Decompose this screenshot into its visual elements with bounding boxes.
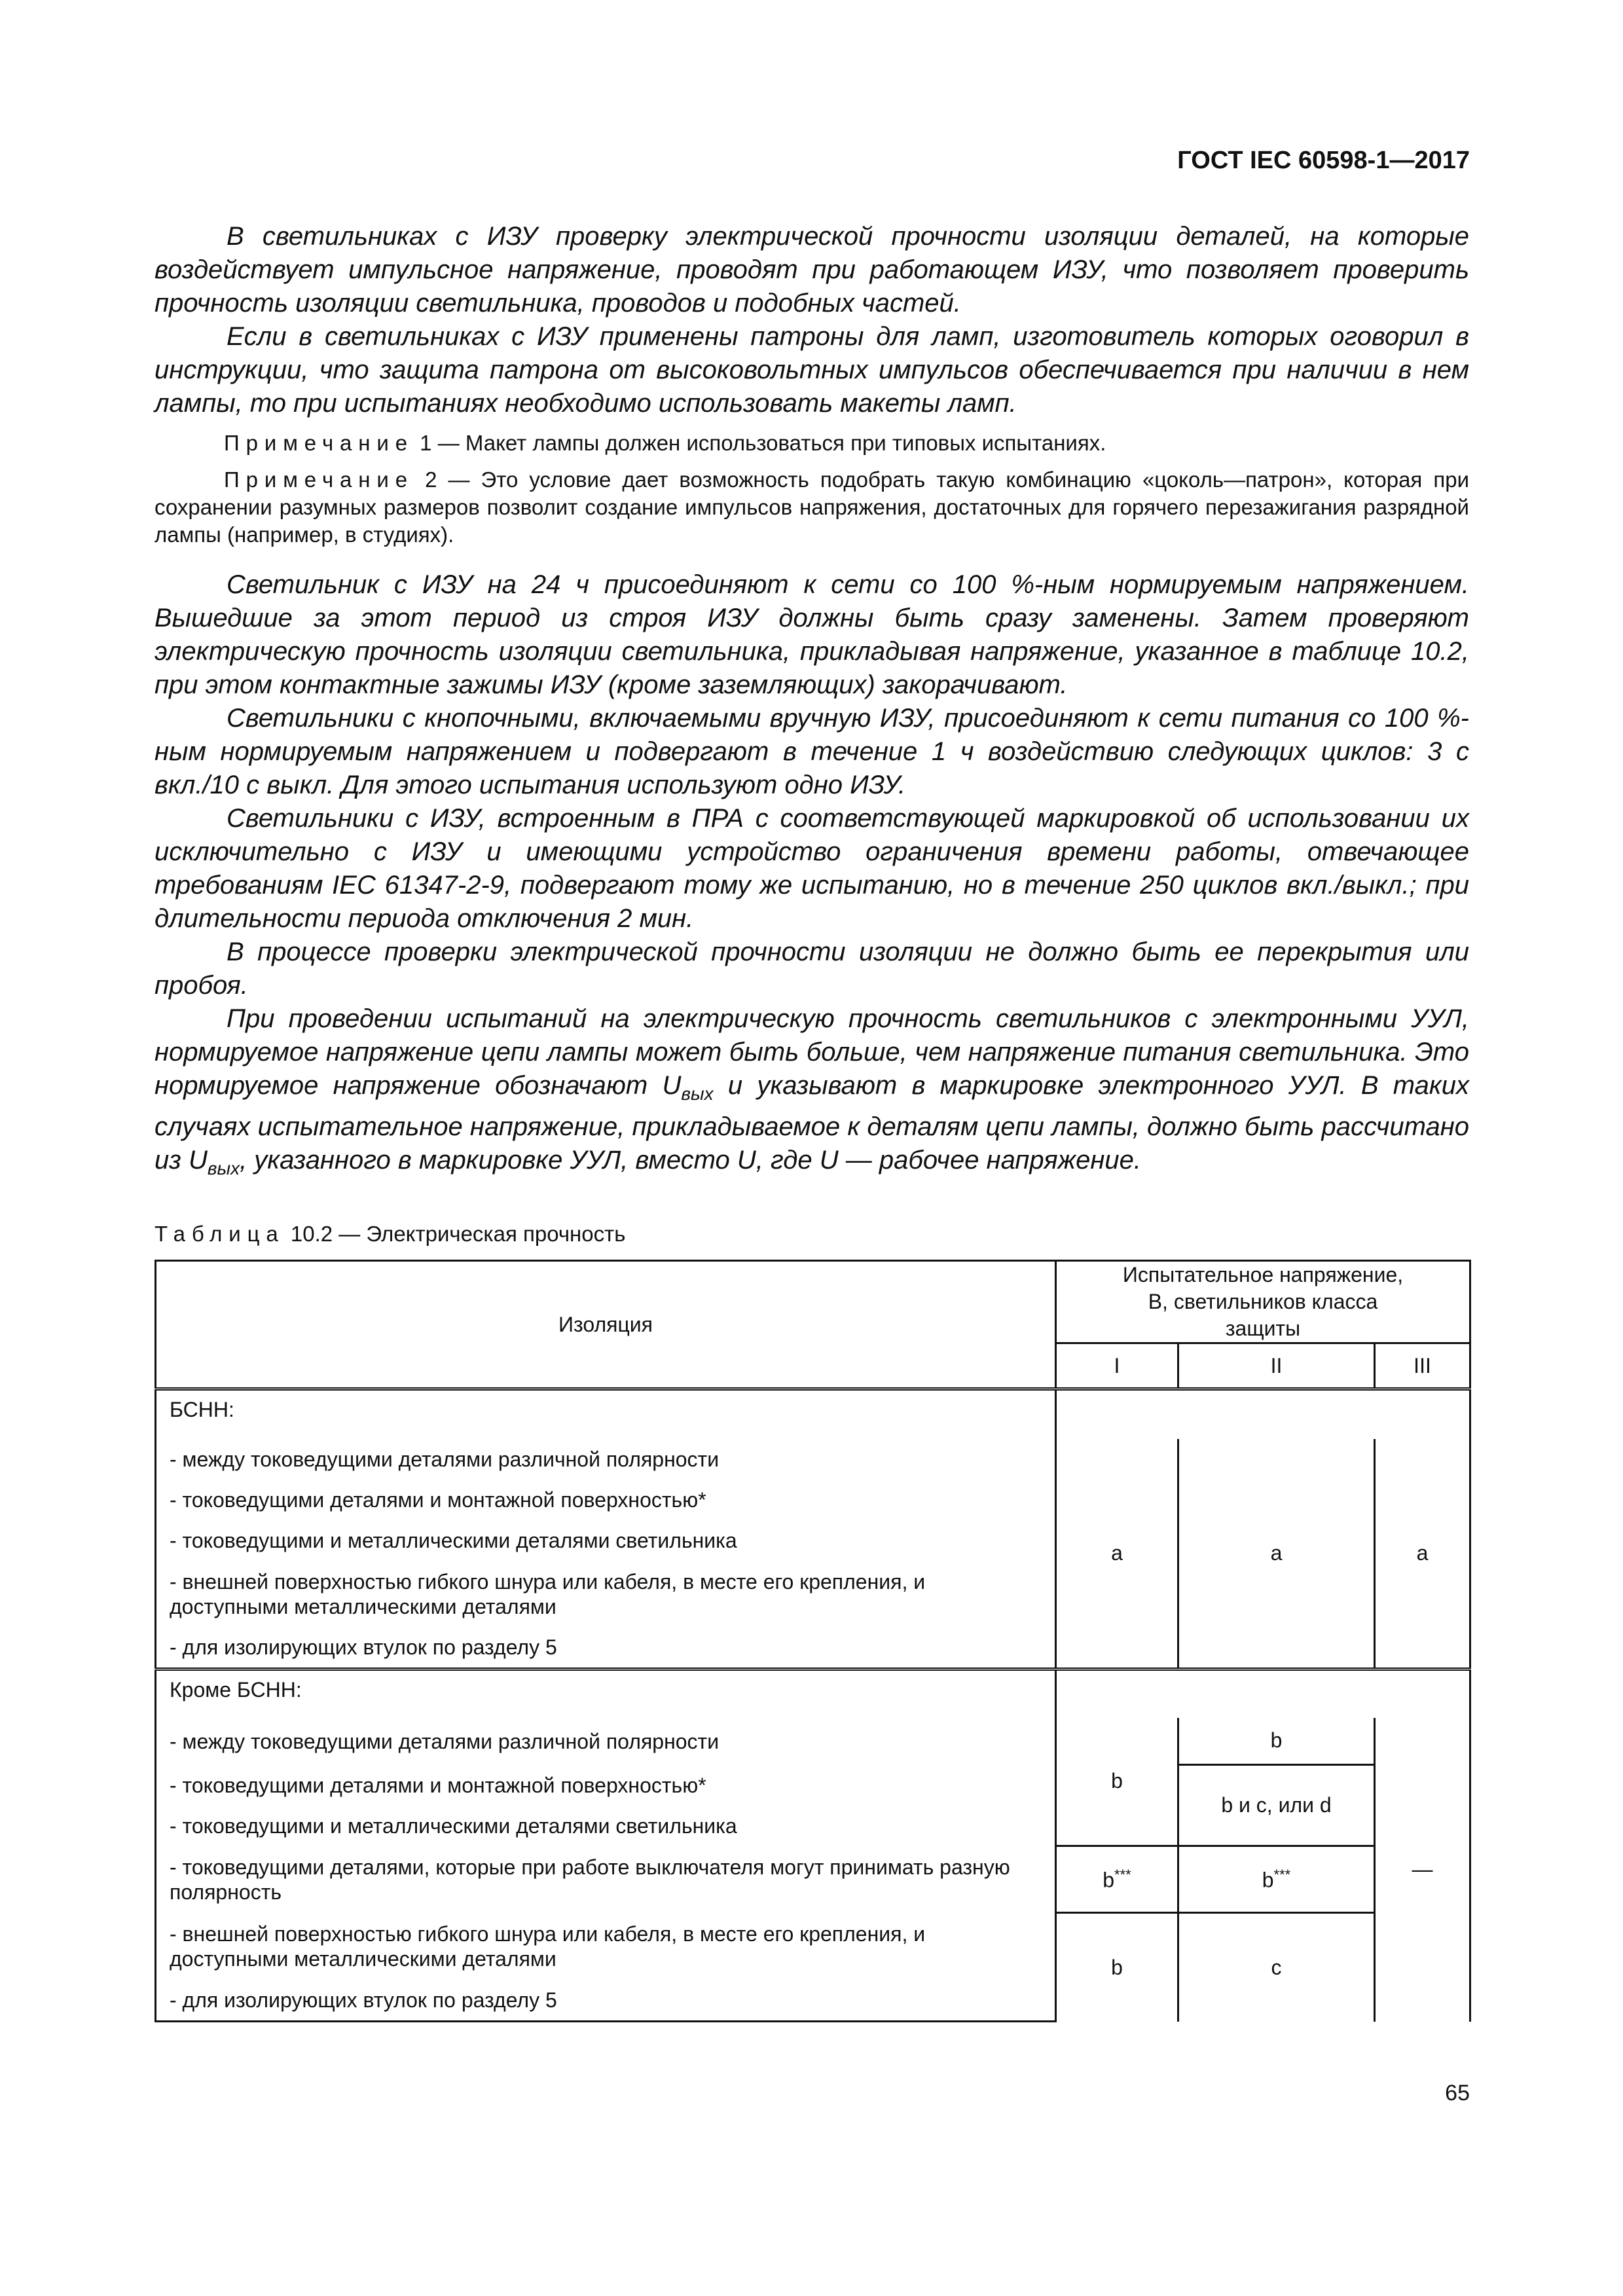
symbol-u-vyh: $U_{вых}$ <box>662 1071 714 1104</box>
paragraph: Светильники с кнопочными, включаемыми вручную ИЗУ, присоединяют к сети питания со 100 %-ным нормируемым напряжением и подвергают в течение 1 ч воздействию следующих циклов: 3 с вкл./10 с выкл. Для этого испытания используют одно ИЗУ. <box>155 704 1469 799</box>
paragraph: В светильниках с ИЗУ проверку электрической прочности изоляции деталей, на которые воздействует импульсное напряжение, проводят при работающем ИЗУ, что позволяет проверить прочность изоляции светильника, проводов и подобных частей. <box>155 222 1469 318</box>
value-non-bsnn-row1-class-2: b <box>1178 1718 1375 1765</box>
section-title-non-bsnn: Кроме БСНН: <box>156 1669 1056 1718</box>
value-bsnn-class-2: a <box>1178 1439 1375 1669</box>
table-row-label: - внешней поверхностью гибкого шнура или кабеля, в месте его крепления, и доступными металлическими деталями <box>156 1561 1056 1628</box>
value-non-bsnn-row23-class-2: b и c, или d <box>1178 1765 1375 1846</box>
table-row-label: - токоведущими и металлическими деталями светильника <box>156 1520 1056 1561</box>
paragraph-uvyh: При проведении испытаний на электрическую прочность светильников с электронными УУЛ, нормируемое напряжение цепи лампы может быть больше, чем напряжение питания светильника. Это нормируемое напряжение обозначают $U_{вых}$ и указывают в маркировке электронного УУЛ. В таких случаях испытательное напряжение, прикладываемое к деталям цепи лампы, должно быть рассчитано из $U_{вых}$, указанного в маркировке УУЛ, вместо U, где U — рабочее напряжение. <box>155 1004 1470 1178</box>
insulation-table <box>155 1260 1471 2022</box>
table-row-label: - токоведущими и металлическими деталями светильника <box>156 1806 1056 1846</box>
col-header-class-1: I <box>1056 1343 1178 1389</box>
table-row-label: - внешней поверхностью гибкого шнура или кабеля, в месте его крепления, и доступными металлическими деталями <box>156 1913 1056 1980</box>
value-bsnn-class-1: a <box>1056 1439 1178 1669</box>
table-row-label: - токоведущими деталями, которые при работе выключателя могут принимать разную полярность <box>156 1846 1056 1913</box>
page-content <box>155 220 1469 2022</box>
table-row-label: - токоведущими деталями и монтажной поверхностью* <box>156 1480 1056 1520</box>
note-text: 1 — Макет лампы должен использоваться при типовых испытаниях. <box>414 431 1106 455</box>
value-non-bsnn-group3-class-1: b <box>1056 1913 1178 2022</box>
value-non-bsnn-group3-class-2: c <box>1178 1913 1375 2022</box>
paragraph: Светильники с ИЗУ, встроенным в ПРА с соответствующей маркировкой об использовании их исключительно с ИЗУ и имеющими устройство ограничения времени работы, отвечающее требованиям IEC 61347-2-9, подвергают тому же испытанию, но в течение 250 циклов вкл./выкл.; при длительности периода отключения 2 мин. <box>155 804 1469 933</box>
note-2 <box>155 466 1469 549</box>
paragraph: В процессе проверки электрической прочности изоляции не должно быть ее перекрытия или пробоя. <box>155 938 1469 1000</box>
table-row-label: - для изолирующих втулок по разделу 5 <box>156 1980 1056 2022</box>
paragraph: Если в светильниках с ИЗУ применены патроны для ламп, изготовитель которых оговорил в инструкции, что защита патрона от высоковольтных импульсов обеспечивается при наличии в нем лампы, то при испытаниях необходимо использовать макеты ламп. <box>155 322 1469 418</box>
value-non-bsnn-group1-class-1: b <box>1056 1718 1178 1846</box>
table-row-label: - для изолирующих втулок по разделу 5 <box>156 1628 1056 1669</box>
paragraph: Светильник с ИЗУ на 24 ч присоединяют к сети со 100 %-ным нормируемым напряжением. Вышедшие за этот период из строя ИЗУ должны быть сразу заменены. Затем проверяют электрическую прочность изоляции светильника, прикладывая напряжение, указанное в таблице 10.2, при этом контактные зажимы ИЗУ (кроме заземляющих) закорачивают. <box>155 570 1469 699</box>
note-text: 2 — Это условие дает возможность подобрать такую комбинацию «цоколь—патрон», которая при сохранении разумных размеров позволит создание импульсов напряжения, достаточных для горячего перезажигания разрядной лампы (например, в студиях). <box>155 467 1469 547</box>
value-bsnn-class-3: a <box>1375 1439 1470 1669</box>
table-row-label: - токоведущими деталями и монтажной поверхностью* <box>156 1765 1056 1806</box>
page-number: 65 <box>1445 2081 1470 2105</box>
note-1 <box>155 429 1469 457</box>
symbol-u-vyh: $U_{вых}$ <box>188 1146 240 1178</box>
col-header-voltage: Испытательное напряжение, В, светильников класса защиты <box>1056 1261 1470 1343</box>
value-non-bsnn-switch-class-1: b*** <box>1056 1846 1178 1913</box>
value-non-bsnn-switch-class-2: b*** <box>1178 1846 1375 1913</box>
value-non-bsnn-class-3: — <box>1375 1718 1470 2022</box>
note-label: Примечание <box>224 467 414 492</box>
note-label: Примечание <box>224 431 414 455</box>
document-header: ГОСТ IEC 60598-1—2017 <box>1177 147 1470 174</box>
col-header-class-3: III <box>1375 1343 1470 1389</box>
col-header-insulation: Изоляция <box>156 1261 1056 1389</box>
col-header-class-2: II <box>1178 1343 1375 1389</box>
table-row-label: - между токоведущими деталями различной полярности <box>156 1718 1056 1765</box>
table-caption: Таблица 10.2 — Электрическая прочность <box>155 1222 626 1246</box>
table-row-label: - между токоведущими деталями различной полярности <box>156 1439 1056 1480</box>
section-title-bsnn: БСНН: <box>156 1389 1056 1439</box>
